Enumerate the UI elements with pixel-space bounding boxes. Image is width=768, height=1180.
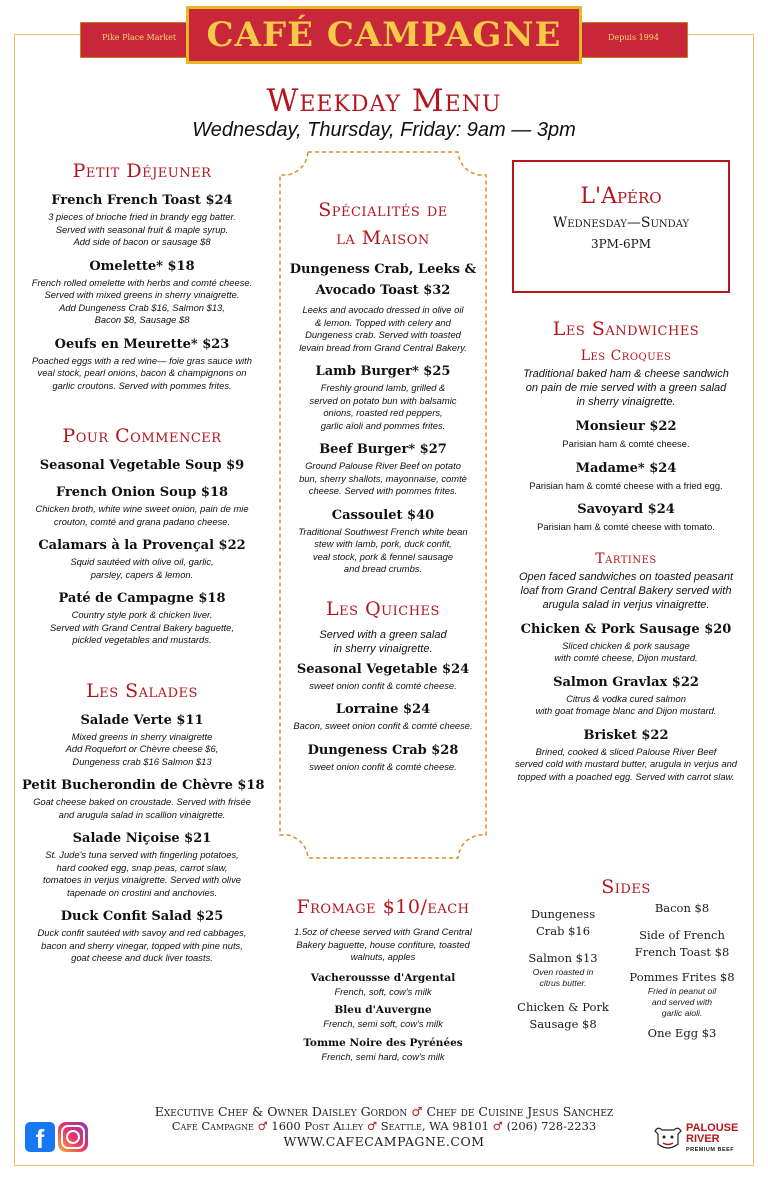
menu-item-name: Calamars à la Provençal $22 [38, 538, 246, 553]
menu-item-desc: Squid sautéed with olive oil, garlic, parsley, capers & lemon. [70, 556, 214, 580]
menu-item-desc: Parisian ham & comté cheese with a fried egg. [529, 479, 723, 491]
header-right-tag: Depuis 1994 [608, 33, 659, 42]
footer-street: 1600 Post Alley [271, 1119, 364, 1133]
separator-icon: ♂ [411, 1104, 423, 1119]
menu-item-name: Dungeness Crab $28 [307, 742, 459, 758]
facebook-icon[interactable]: f [25, 1122, 55, 1152]
menu-item-name: Seasonal Vegetable Soup $9 [39, 458, 245, 473]
menu-item-desc: Sliced chicken & pork sausage with comté cheese, Dijon mustard. [554, 639, 698, 663]
sides-right-column [626, 900, 738, 1042]
section-heading-petit-dejeuner: Petit Déjeuner [72, 160, 212, 182]
menu-item-name: Salade Verte $11 [80, 712, 204, 728]
menu-item-desc: sweet onion confit & comté cheese. [309, 679, 457, 691]
menu-item-name: Tomme Noire des Pyrénées [303, 1036, 463, 1049]
menu-item-desc: Citrus & vodka cured salmon with goat fromage blanc and Dijon mustard. [535, 692, 717, 716]
side-item-desc: Oven roasted in citrus butter. [532, 967, 594, 988]
subsection-heading-croques: Les Croques [580, 348, 672, 364]
middle-column [283, 196, 483, 773]
right-column [506, 318, 746, 783]
apero-days: Wednesday—Sunday [552, 215, 690, 231]
menu-item-desc: French, semi soft, cow's milk [323, 1018, 443, 1029]
menu-item-desc: Leeks and avocado dressed in olive oil & lemon. Topped with celery and Dungeness crab. Served with toasted levain bread from Grand Central Bakery. [299, 304, 467, 353]
section-heading-salades: Les Salades [86, 679, 198, 702]
side-item-name: Bacon $8 [654, 901, 710, 915]
page-title: Weekday Menu [266, 83, 502, 119]
section-heading-pour-commencer: Pour Commencer [62, 425, 222, 447]
menu-item-desc: Mixed greens in sherry vinaigrette Add Roquefort or Chèvre cheese $6, Dungeness crab $16 Salmon $13 [65, 730, 219, 767]
menu-item-name: Petit Bucherondin de Chèvre $18 [22, 778, 265, 793]
side-item-name: Pommes Frites $8 [629, 970, 735, 984]
menu-item-desc: French rolled omelette with herbs and comté cheese. Served with mixed greens in sherry vinaigrette. Add Dungeness Crab $16, Salmon $13, Bacon $8, Sausage $8 [31, 276, 253, 325]
side-item-name: One Egg $3 [647, 1026, 717, 1040]
menu-item-name: Salade Niçoise $21 [72, 831, 212, 846]
logo-text: CAFÉ CAMPAGNE [206, 15, 562, 55]
menu-item-name: Brisket $22 [583, 727, 669, 743]
sides-left-column [508, 906, 618, 1033]
left-column [22, 160, 265, 965]
section-intro: Traditional baked ham & cheese sandwich on pain de mie served with a green salad in sherry vinaigrette. [523, 368, 729, 408]
footer-name: Café Campagne [171, 1119, 254, 1133]
side-item-name: Chicken & Pork Sausage $8 [517, 1000, 609, 1031]
palouse-river-logo [652, 1120, 752, 1156]
menu-item-desc: Freshly ground lamb, grilled & served on potato bun with balsamic onions, roasted red peppers, garlic aïoli and pommes frites. [309, 382, 457, 431]
menu-item-name: Duck Confit Salad $25 [60, 909, 224, 924]
apero-heading: L'Apéro [580, 184, 662, 209]
menu-item-name: Seasonal Vegetable $24 [296, 661, 470, 677]
section-intro: Served with a green salad in sherry vinaigrette. [319, 628, 447, 655]
sides-heading-wrap [506, 876, 746, 898]
separator-icon: ♂ [492, 1119, 503, 1133]
menu-item-name: Lamb Burger* $25 [315, 364, 451, 379]
menu-item-name: Madame* $24 [575, 460, 677, 476]
footer-city: Seattle, WA 98101 [380, 1119, 489, 1133]
side-item-name: Dungeness Crab $16 [530, 907, 596, 938]
section-heading-sandwiches: Les Sandwiches [552, 318, 700, 340]
menu-item-desc: Ground Palouse River Beef on potato bun, sherry shallots, mayonnaise, comtè cheese. Served with pommes frites. [299, 460, 467, 496]
menu-item-name: Vacheroussse d'Argental [310, 971, 456, 984]
header-left-tag: Pike Place Market [102, 33, 177, 42]
menu-item-name: Paté de Campagne $18 [58, 591, 226, 606]
menu-item-name: Salmon Gravlax $22 [553, 674, 699, 690]
menu-item-name: Monsieur $22 [575, 419, 677, 434]
menu-item-desc: sweet onion confit & comté cheese. [309, 760, 457, 772]
footer-exec-chef: Executive Chef & Owner Daisley Gordon [154, 1104, 408, 1119]
footer-website[interactable]: WWW.CAFECAMPAGNE.COM [283, 1134, 485, 1149]
menu-item-name: Beef Burger* $27 [319, 442, 447, 457]
side-item-desc: Fried in peanut oil and served with garlic aioli. [647, 986, 717, 1018]
menu-item-desc: Traditional Southwest French white bean stew with lamb, pork, duck confit, veal stock, pork & fennel sausage and bread crumbs. [298, 525, 468, 574]
separator-icon: ♂ [366, 1119, 378, 1133]
side-item-name: Salmon $13 [528, 951, 598, 965]
menu-item-desc: Poached eggs with a red wine— foie gras sauce with veal stock, pearl onions, bacon & champignons on garlic croutons. Served with pommes frites. [32, 354, 252, 391]
instagram-lens [66, 1130, 80, 1144]
menu-item-name: Omelette* $18 [89, 258, 195, 274]
section-intro: Open faced sandwiches on toasted peasant loaf from Grand Central Bakery served with arugula salad in verjus vinaigrette. [518, 570, 734, 611]
section-intro: 1.5oz of cheese served with Grand Central Bakery baguette, house confiture, toasted walnuts, apples [294, 926, 472, 962]
menu-item-desc: Goat cheese baked on croustade. Served with frisée and arugula salad in scallion vinaigrette. [33, 796, 251, 820]
menu-item-desc: 3 pieces of brioche fried in brandy egg batter. Served with seasonal fruit & maple syrup. Add side of bacon or sausage $8 [48, 211, 236, 247]
palouse-name: PALOUSE RIVER [686, 1122, 739, 1145]
menu-item-name: Cassoulet $40 [331, 507, 435, 523]
menu-item-desc: French, soft, cow's milk [334, 985, 432, 997]
subsection-heading-tartines: Tartines [595, 550, 657, 567]
section-heading-fromage: Fromage $10/each [296, 896, 470, 918]
section-heading-specialites: Spécialités de la Maison [318, 199, 448, 249]
bull-icon [652, 1122, 684, 1154]
side-item-name: Side of French French Toast $8 [634, 928, 730, 959]
logo [186, 6, 582, 64]
palouse-sub: PREMIUM BEEF [686, 1147, 735, 1153]
menu-item-desc: Country style pork & chicken liver. Served with Grand Central Bakery baguette, pickled vegetables and mustards. [50, 609, 234, 645]
menu-item-desc: Duck confit sautéed with savoy and red cabbages, bacon and sherry vinegar, topped with pine nuts, goat cheese and duck liver toasts. [37, 927, 247, 963]
apero-hours: 3PM-6PM [590, 237, 652, 251]
section-heading-sides: Sides [601, 876, 651, 898]
menu-item-name: French French Toast $24 [51, 193, 233, 208]
menu-item-desc: Parisian ham & comté cheese with tomato. [537, 521, 715, 532]
footer-chefs [0, 1104, 768, 1119]
separator-icon: ♂ [257, 1119, 268, 1133]
menu-item-desc: St. Jude's tuna served with fingerling potatoes, hard cooked egg, snap peas, carrot slaw, tomatoes in verjus vinaigrette. Served with olive tapenade on crostini and anchovies. [42, 849, 241, 898]
instagram-icon[interactable] [58, 1122, 88, 1152]
menu-item-name: Oeufs en Meurette* $23 [54, 336, 230, 352]
footer-chef-cuisine: Chef de Cuisine Jesus Sanchez [426, 1104, 614, 1119]
menu-item-name: Dungeness Crab, Leeks & Avocado Toast $32 [289, 262, 477, 298]
menu-item-name: Bleu d'Auvergne [334, 1004, 432, 1016]
section-heading-quiches: Les Quiches [326, 597, 440, 620]
apero-box [512, 160, 730, 293]
menu-item-name: Chicken & Pork Sausage $20 [520, 621, 732, 637]
menu-item-desc: Parisian ham & comté cheese. [562, 438, 690, 449]
menu-item-desc: Bacon, sweet onion confit & comté cheese. [293, 720, 473, 731]
menu-item-desc: Chicken broth, white wine sweet onion, pain de mie crouton, comté and grana padano cheese. [35, 503, 249, 527]
page-subtitle: Wednesday, Thursday, Friday: 9am — 3pm [192, 119, 576, 141]
menu-item-name: Savoyard $24 [577, 502, 675, 517]
menu-item-name: Lorraine $24 [335, 702, 431, 717]
fromage-section [283, 896, 483, 1063]
menu-item-desc: French, semi hard, cow's milk [321, 1050, 445, 1062]
footer-phone: (206) 728-2233 [506, 1119, 597, 1133]
menu-item-desc: Brined, cooked & sliced Palouse River Beef served cold with mustard butter, arugula in verjus and topped with a poached egg. Served with carrot slaw. [515, 745, 737, 782]
menu-item-name: French Onion Soup $18 [55, 485, 229, 500]
